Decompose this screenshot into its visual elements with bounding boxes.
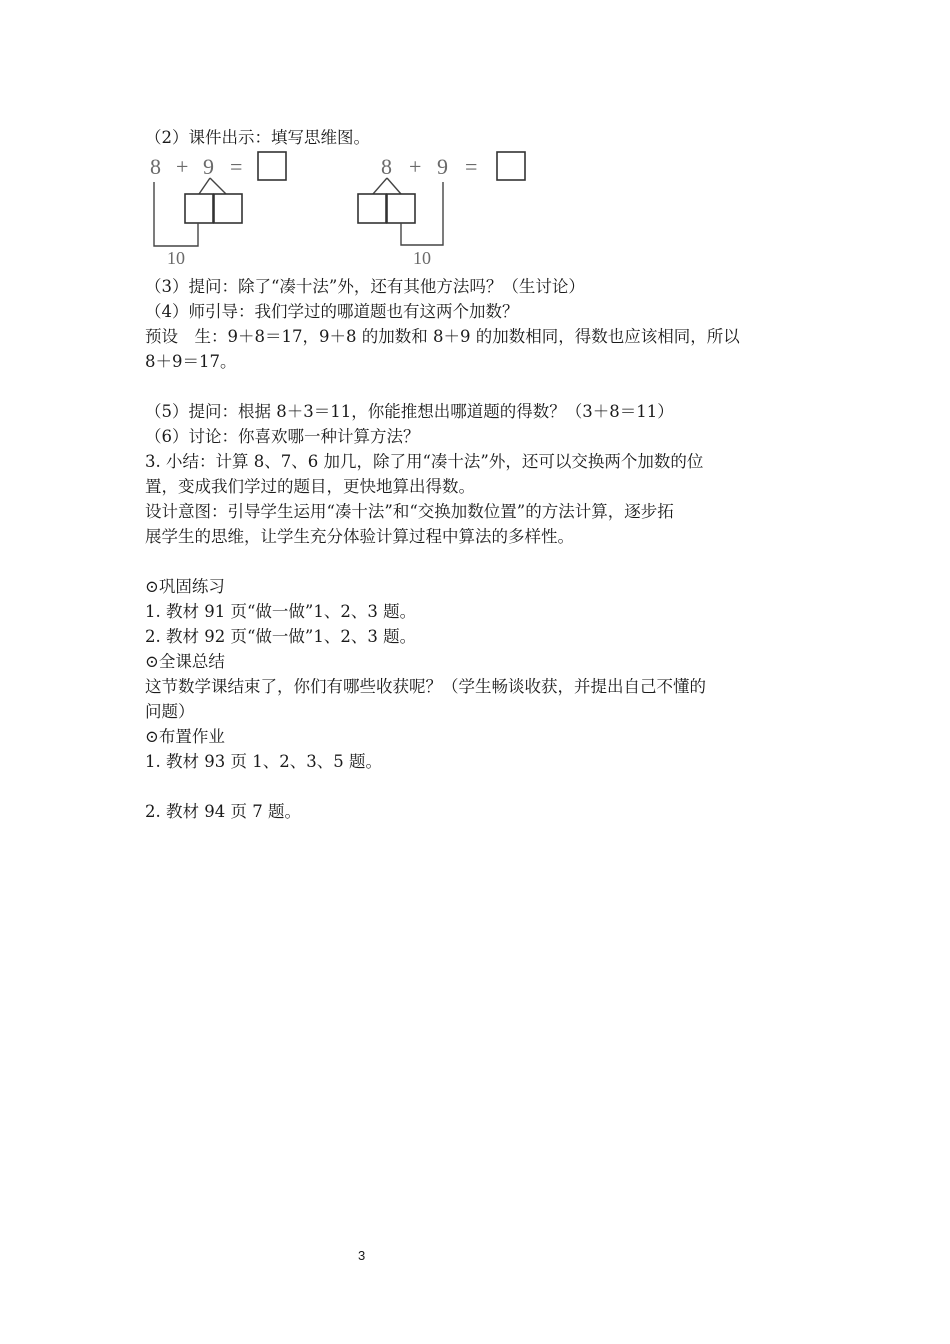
text-line-3: （4）师引导：我们学过的哪道题也有这两个加数？ — [145, 302, 519, 321]
text-line-6: （5）提问：根据 8＋3＝11，你能推想出哪道题的得数？（3＋8＝11） — [145, 402, 674, 421]
design-intent-line-2: 展学生的思维，让学生充分体验计算过程中算法的多样性。 — [145, 527, 574, 546]
class-summary-line-1: 这节数学课结束了，你们有哪些收获呢？（学生畅谈收获，并提出自己不懂的 — [145, 677, 706, 696]
diagram-left-plus: + — [176, 154, 189, 179]
text-line-7: （6）讨论：你喜欢哪一种计算方法？ — [145, 427, 420, 446]
class-summary-line-2: 问题） — [145, 702, 195, 721]
diagram-right-equals: = — [465, 154, 478, 179]
diagram-left-addend-a: 8 — [150, 154, 161, 179]
design-intent-line-1: 设计意图：引导学生运用“凑十法”和“交换加数位置”的方法计算，逐步拓 — [145, 502, 674, 521]
diagram-right-split-box-1[interactable] — [358, 194, 386, 223]
section-heading-practice: ⊙巩固练习 — [145, 577, 225, 596]
practice-item-1: 1. 教材 91 页“做一做”1、2、3 题。 — [145, 602, 417, 621]
practice-item-2: 2. 教材 92 页“做一做”1、2、3 题。 — [145, 627, 417, 646]
diagram-left-bracket — [154, 182, 198, 246]
diagram-left-addend-b: 9 — [203, 154, 214, 179]
thinking-diagram-left — [148, 148, 298, 270]
text-line-5: 8＋9＝17。 — [145, 352, 237, 371]
summary-line-2: 置，变成我们学过的题目，更快地算出得数。 — [145, 477, 475, 496]
homework-item-1: 1. 教材 93 页 1、2、3、5 题。 — [145, 752, 382, 771]
diagram-right-plus: + — [409, 154, 422, 179]
section-heading-homework: ⊙布置作业 — [145, 727, 225, 746]
text-line-4: 预设 生：9＋8＝17，9＋8 的加数和 8＋9 的加数相同，得数也应该相同，所以 — [145, 327, 740, 346]
text-line-2: （3）提问：除了“凑十法”外，还有其他方法吗？（生讨论） — [145, 277, 585, 296]
diagram-right-bracket — [401, 182, 443, 245]
diagram-left-equals: = — [230, 154, 243, 179]
text-line-1: （2）课件出示：填写思维图。 — [145, 128, 370, 147]
diagram-right-addend-b: 9 — [437, 154, 448, 179]
diagram-right-answer-box[interactable] — [497, 152, 525, 180]
diagram-right-split-box-2[interactable] — [387, 194, 415, 223]
diagram-left-ten: 10 — [167, 248, 185, 268]
page-number: 3 — [358, 1248, 366, 1263]
diagram-left-answer-box[interactable] — [258, 152, 286, 180]
summary-line-1: 3. 小结：计算 8、7、6 加几，除了用“凑十法”外，还可以交换两个加数的位 — [145, 452, 704, 471]
thinking-diagram-right — [355, 148, 535, 270]
diagram-right-ten: 10 — [413, 248, 431, 268]
section-heading-summary: ⊙全课总结 — [145, 652, 225, 671]
diagram-left-split-box-2[interactable] — [214, 194, 242, 223]
diagram-left-split-box-1[interactable] — [185, 194, 213, 223]
homework-item-2: 2. 教材 94 页 7 题。 — [145, 802, 301, 821]
diagram-right-addend-a: 8 — [381, 154, 392, 179]
